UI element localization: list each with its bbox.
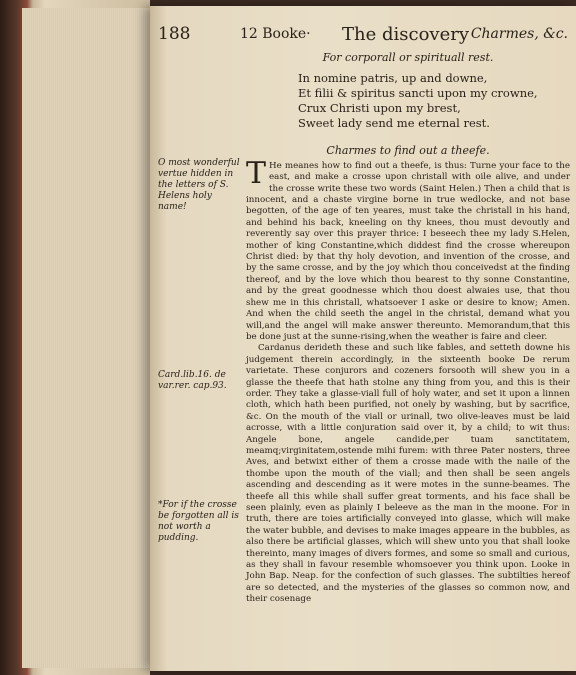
running-title: The discovery	[342, 24, 470, 45]
page-header	[156, 24, 568, 50]
verse-line: Crux Christi upon my brest,	[298, 101, 461, 116]
paragraph	[246, 155, 570, 344]
margin-note: Card.lib.16. de var.rer. cap.93.	[158, 370, 227, 391]
margin-note: O most wonderful vertue hidden in the letters of S. Helens holy name!	[158, 158, 240, 212]
verse-line: Sweet lady send me eternal rest.	[298, 116, 490, 131]
page-number: 188	[158, 24, 191, 44]
margin-note: *For if the crosse be forgotten all is not worth a pudding.	[158, 500, 239, 543]
main-text	[246, 52, 570, 606]
paragraph: Cardanus derideth these and such like fables, and setteth downe his judgement therein accordingly, in the sixteenth booke De rerum varietate. These conjurors and cozeners forsooth will shew you in a glasse the theefe that hath stolne any thing from you, and this is their order. They take a glasse-viall full of holy water, and set it upon a linnen cloth, which hath been purified, not onely by washing, but by sacrifice, &c. On the mouth of the viall or urinall, two olive-leaves must be laid acrosse, with a little conjuration said over it, by a child; to wit thus: Angele bone, angele candide,per tuam sanctitatem, meamq;virginitatem,ostende mihi furem: with three Pater nosters, three Aves, and betwixt either of them a crosse made with the naile of the thombe upon the mouth of the viall; and then shall be seen angels ascending and descending as it were motes in the sunne-beames. The theefe all this while shall suffer great torments, and his face shall be seen plainly, even as plainly I beleeve as the man in the moone. For in truth, there are toies artificially conveyed into glasse, which will make the water bubble, and devises to make images appeare in the bubbles, as also there be artificial glasses, which will shew unto you that shall looke thereinto, many images of divers formes, and some so small and curious, as they shall in favour resemble whomsoever you think upon. Looke in John Bap. Neap. for the confection of such glasses. The subtilties hereof are so detected, and the mysteries of the glasses so common now, and their cosenage	[246, 343, 570, 605]
paragraph-text: He meanes how to find out a theefe, is thus: Turne your face to the east, and make a crosse upon christall with oile alive, and under the crosse write these two words (Saint Helen.) Then a child that is innocent, and a chaste virgine borne in true wedlocke, and not base begotten, of the age of ten yeares, must take the christall in his hand, and behind his back, kneeling on thy knees, thou must devoutly and reverently say over this prayer thrice: I beseech thee my lady S.Helen, mother of king Constantine,which diddest find the crosse whereupon Christ died: by that thy holy devotion, and invention of the crosse, and by the same crosse, and by the joy which thou conceivedst at the finding thereof, and by the love which thou bearest to thy sonne Constantine, and by the great goodnesse which thou doest alwaies use, that thou shew me in this christall, whatsoever I aske or desire to know; Amen. And when the child seeth the angel in the christal, demand what you will,and the angel will make answer thereunto. Memorandum,that this be done just at the sunne-rising,when the weather is faire and cleer.	[246, 160, 570, 342]
verse-block	[298, 71, 570, 131]
book-page	[150, 6, 576, 671]
verse-line: Et filii & spiritus sancti upon my crowne,	[298, 86, 538, 101]
section-heading: Charmes to find out a theefe.	[326, 144, 490, 158]
drop-cap: T	[246, 155, 267, 191]
verse-heading: For corporall or spirituall rest.	[322, 51, 494, 64]
book-label: 12 Booke·	[240, 26, 311, 42]
verse-line: In nomine patris, up and downe,	[298, 71, 488, 86]
page-edges	[20, 8, 162, 668]
running-head-right: Charmes, &c.	[470, 26, 568, 42]
